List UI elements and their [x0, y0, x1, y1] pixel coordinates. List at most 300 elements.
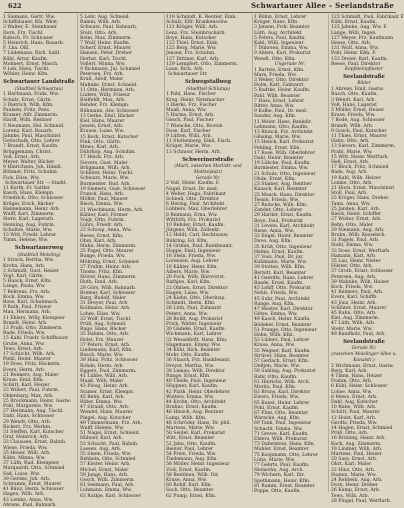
directory-column-4: [254, 15, 326, 495]
directory-entry: Götze, Emma, Ww.: [254, 312, 298, 318]
directory-entry: Schlüter, Ernst, Maurer: [331, 305, 387, 311]
directory-entry: Behn, Otto, Maler: [331, 222, 373, 228]
directory-entry: Reese, Ernst, Kfm.: [80, 233, 124, 239]
directory-entry: 27 Reincke, Wilh. Kfm.: [254, 202, 308, 208]
directory-entry: Jahnke, Paul, Maschinist: [3, 134, 61, 140]
column-divider: [252, 14, 253, 492]
directory-entry: 123 Schmidt, Paul, Fabrikant F.: [331, 15, 404, 20]
directory-entry: Fink, Otto, Gärtn.: [80, 139, 122, 145]
directory-entry: 3 Weber, Otto, Direktor: [254, 78, 309, 84]
directory-entry: Koch, Frieda, Ww.: [331, 284, 374, 290]
directory-entry: Voß, Ernst, Arb.: [3, 154, 41, 160]
directory-entry: Paulsen, Fritz, Pens.: [3, 108, 51, 114]
directory-entry: 12 Heldt, Carl, Rechtsanw.: [166, 233, 229, 239]
column-divider: [164, 14, 165, 492]
directory-entry: Hannemann, Heinr. Arb.: [3, 206, 60, 212]
directory-entry: Bade, Aug. Arb.: [331, 170, 368, 176]
directory-entry: 23 Stamer, Aug. Rentner: [254, 182, 312, 188]
directory-entry: 7 Rode, Aug. Schlosser: [331, 118, 385, 124]
directory-entry: 11 Ehlers, Willy, Klempner: [3, 315, 66, 321]
section-note: Moltkeplatz): [193, 169, 223, 175]
directory-entry: Schmidt, Herm. Kfm.: [166, 301, 216, 307]
directory-entry: Lassen, Aug. Arb.: [80, 446, 122, 452]
directory-entry: 3 Walter, E. Steinhauer: [3, 25, 58, 31]
directory-entry: 16 Brüning, Heinr. Arb.: [331, 436, 386, 442]
directory-entry: 57 Köster, Heinr. Arb.: [80, 462, 131, 468]
directory-entry: Saß, Luise, Ww.: [3, 471, 40, 477]
directory-entry: 49 Kasch, Heinr. Kaufm.: [254, 317, 311, 323]
directory-entry: 37 Voss, Paul, Dr. jur.: [254, 254, 304, 260]
directory-entry: 9 Leh, Hans, Tischl.: [3, 67, 50, 73]
directory-entry: Holm, Karl, Zahnarzt: [254, 83, 304, 89]
directory-entry: 37 Peters, Ernst, Arb.: [80, 342, 131, 348]
directory-entry: Marquardt, Otto, Schmied: [3, 466, 65, 472]
directory-entry: Stolz, Otto, Arb.: [80, 30, 118, 36]
directory-entry: 127 Dittmer, Karl, Arb.: [166, 56, 220, 62]
directory-entry: Kruse, Anna, Ww.: [254, 343, 296, 349]
directory-entry: 13 Prahl, Otto, Zimmerm.: [3, 325, 63, 331]
directory-entry: Brüggemann, Christ.: [3, 149, 52, 155]
directory-entry: Jessen, Ernst, Arb.: [80, 124, 124, 130]
column-divider: [77, 14, 78, 492]
cross-reference: Schwartauer Str. → Stadtt.: [5, 180, 68, 186]
directory-entry: 28 Boldt, Aug. Prokurist: [166, 316, 223, 322]
directory-entry: Glüsing, Marie, Ww.: [254, 135, 302, 141]
directory-entry: 125 Berg, Marie, Ww.: [166, 46, 217, 52]
directory-entry: Prahl, Marie, Ww.: [331, 149, 373, 155]
directory-entry: Fehling, Ernst, Kfm.: [254, 145, 301, 151]
directory-entry: 7 Lüdemann, Rich. Sattl.: [3, 51, 61, 57]
directory-entry: Ohrt, Karl, Maler: [331, 462, 372, 468]
section-note: Gerade Nr.: [351, 346, 377, 352]
directory-entry: Meyer, Walter, Bäcker: [3, 160, 55, 166]
directory-entry: Hagemann, Emmy, Ww.: [166, 342, 221, 348]
directory-entry: Pahl, Wilh. Beamter: [254, 93, 301, 99]
street-heading: Schwegstallweg: [184, 79, 232, 86]
directory-entry: Tews, Wilh. Arb.: [331, 493, 370, 499]
directory-entry: 35 Dahms, Otto, Arb.: [80, 332, 130, 338]
directory-entry: Scherf, Ernst, Maurer: [80, 46, 132, 52]
directory-entry: Schiffsbauer, Kfz. Wkst.: [3, 20, 59, 26]
directory-entry: Mahn, Herm. Zimmerm.: [80, 243, 137, 249]
directory-entry: Laue, Rich. Arb.: [166, 67, 204, 73]
directory-entry: Bruhn, Wilh. Kesselsch.: [331, 232, 387, 238]
directory-entry: 9 Kolbe, Paul, Dr. med.: [254, 109, 308, 115]
street-heading: Seelandstraße: [343, 338, 385, 345]
section-note: Gerade Nr.: [195, 175, 221, 181]
directory-entry: 55 Wegner, Karl, Kaufm.: [254, 348, 312, 354]
directory-entry: Heinsohn, Aug. Arch.: [254, 468, 304, 474]
directory-entry: 7 Hass, Ernst, Lehrer: [254, 98, 305, 104]
directory-entry: Burmeister, Rud. Arb.: [80, 181, 131, 187]
directory-entry: 31 Steffen, Karl, Kutscher: [3, 430, 64, 435]
directory-entry: Kasch, Hans, Klempn.: [3, 191, 55, 197]
directory-entry: 31 Levien, Karl, Architekt: [254, 223, 315, 229]
directory-entry: 23 Schoop, Anna, Ww.: [80, 228, 132, 234]
directory-entry: 43 Lemke, Anna, Ww.: [3, 497, 54, 503]
directory-entry: Lange, Paula, Ww.: [3, 284, 46, 290]
directory-entry: Gosch, Paul, Fischer: [166, 118, 214, 124]
directory-entry: Rickert, Frz. Werkm.: [3, 424, 52, 430]
directory-entry: 129 Lempfert, Otto, Zimmerm.: [166, 61, 238, 67]
directory-entry: Mahnke, Ernst, Schneid.: [80, 82, 138, 88]
directory-column-3: [166, 15, 250, 499]
directory-entry: 8 Reimann, Erna, Ww.: [166, 212, 218, 218]
directory-entry: Timm, Helene, Ww.: [3, 238, 49, 244]
directory-entry: 5 Lehr, Aug. Schneid.: [80, 15, 131, 20]
directory-entry: 5 Heinrich, Hans, Bauarb.: [3, 41, 65, 47]
directory-entry: Bolm, Max, Zimmerm.: [80, 35, 132, 41]
directory-entry: Hübner, Karl, Arb.: [80, 436, 123, 442]
directory-entry: Mohr, Otto, Kaufm.: [166, 353, 211, 359]
directory-entry: Kramer, Alfr. Zimmerm.: [3, 113, 59, 119]
directory-entry: 14 Hagen, Ernst, Schmied: [331, 425, 393, 431]
directory-entry: 21 Schulz, Otto, Ingenieur: [254, 171, 316, 177]
section-note: (Stadtteil Moisling): [17, 252, 61, 258]
directory-entry: Henning, Aug. Fuhrm.: [3, 222, 56, 228]
directory-entry: 1 Siemann, Gertr. Ww.: [3, 15, 56, 20]
directory-entry: Evers, Herm. Arb.: [3, 367, 46, 373]
directory-entry: Hoppe, Emil, Ingenieur: [166, 249, 221, 255]
directory-entry: Albers, Marie, Ww.: [166, 269, 211, 275]
directory-entry: Dreyer, Martha, Ww.: [166, 363, 215, 369]
directory-entry: Kühl, Artur, Kaufm.: [3, 56, 49, 62]
directory-entry: Runge, Ernst, Kfm.: [166, 373, 211, 379]
directory-column-1: [3, 15, 75, 508]
directory-entry: Schwarz, Marie, Ww.: [80, 176, 130, 182]
directory-entry: Kühl, Ernst, Kaufm.: [331, 20, 377, 26]
directory-entry: Dahl, Aug. Kutscher: [331, 399, 378, 405]
directory-entry: Lohse, Elise, Ww.: [80, 311, 121, 317]
directory-entry: Dose, Karl, Fischer: [166, 128, 211, 134]
directory-entry: 15 Bock, Ernst, Kutscher: [80, 134, 139, 140]
directory-entry: Kuhlmann, Marie, Ww.: [254, 260, 307, 266]
directory-entry: 39 Stolten, Wilh. Kfm.: [254, 265, 306, 271]
directory-entry: Peters, Anna, Ww.: [166, 311, 209, 317]
directory-entry: Rehbein, Otto, Schmied: [80, 457, 136, 463]
directory-entry: Oeltjen, Marie, Ww.: [254, 364, 301, 370]
directory-entry: Mohnert, Ernst, Masch.: [3, 61, 59, 67]
directory-entry: 29 Görs, Wilh. Bahnarb.: [80, 285, 137, 291]
directory-entry: Hagen, Wilh. Arb.: [3, 492, 45, 498]
directory-entry: Boye, Paul, Prokurist: [254, 218, 304, 224]
directory-entry: Sach, Otto, Beamter: [166, 488, 214, 494]
directory-entry: Höhn, Wilh. Kfm.: [254, 332, 295, 338]
section-note: (Stadtteil Schlutup): [186, 86, 230, 92]
directory-entry: Dahl, Heinr. Beamter: [254, 156, 304, 162]
directory-entry: 46 Hinsch, Aug. Rentner: [166, 410, 224, 416]
directory-entry: 48 Schröder, Hans, Dr. phil.: [166, 420, 231, 426]
directory-entry: 39 Mahnke, Wilh. Heizer: [331, 279, 390, 285]
directory-entry: Tiedemann, Aug. Kfm.: [166, 457, 218, 463]
directory-entry: 22 Hinz, Otto, Arb.: [331, 467, 376, 473]
directory-entry: Oldenburg, Max, Arb.: [3, 393, 54, 399]
directory-entry: Lohmann, Emma, Ww.: [80, 488, 132, 494]
directory-entry: 123 Thiel, Ernst, Eink.: [166, 41, 219, 47]
directory-entry: Stamer, Ernst, Klempn.: [80, 389, 135, 395]
directory-entry: Holst, Frz. Maurer: [80, 337, 124, 343]
directory-entry: 27 Heitmann, Aug. Tischl.: [3, 409, 64, 415]
directory-entry: 77 Gehrts, Paul, Kaufm.: [254, 463, 310, 469]
directory-entry: 61 Hinrichs, Wilh. Arch.: [254, 379, 311, 385]
directory-entry: Reese, Paul, Direktor: [331, 61, 381, 67]
directory-entry: 41 Bünz, Herm. Schlosser: [3, 487, 64, 493]
directory-entry: 43 Jöns, Heinr. Arb.: [331, 300, 377, 306]
directory-entry: 35 Krüß, Otto, Ingenieur: [254, 244, 312, 250]
directory-entry: 63 Rathje, Karl, Schlosser: [80, 493, 141, 499]
directory-entry: Helms, Ernst, Kaufm.: [254, 249, 305, 255]
directory-entry: Lorenz, Karl, Bauarb.: [3, 128, 54, 134]
directory-entry: 21 Reimers, Aug. Maler: [3, 372, 59, 378]
directory-entry: 17 Rose, Wilh. Oberlehrer: [254, 150, 315, 156]
directory-entry: 51 Prange, Otto, Ingenieur: [254, 327, 317, 333]
directory-entry: Kruse, Emil, Kfm.: [3, 377, 45, 383]
directory-entry: 9 Lütten, Willi, Arb.: [166, 134, 213, 140]
directory-entry: 26 Kamp, Ernst, Arb.: [331, 488, 381, 494]
directory-entry: Krohn, Hans, Arb.: [3, 263, 46, 269]
directory-entry: 71 Grewe, Karl, Kaufm.: [254, 431, 309, 437]
directory-entry: Grube, Anna, Ww.: [3, 341, 45, 347]
directory-entry: 62 Pump, Ernst, Kfm.: [166, 493, 217, 499]
directory-entry: Huth, Emil, Arb.: [80, 280, 119, 286]
directory-entry: Burmester, Emma, Ww.: [254, 166, 309, 172]
directory-entry: 25 Janßen, Karl, Arb.: [331, 206, 381, 212]
directory-entry: 11 Thies, Ernst, Maurer: [331, 134, 387, 140]
directory-entry: Martens, Paul, Heizer: [331, 452, 382, 457]
directory-entry: 3 Dietrich, Wilh. Kfm.: [3, 102, 54, 108]
directory-entry: Wendel, Hans, Maurer: [80, 410, 133, 416]
directory-entry: Riese, Anna, Ww.: [254, 228, 295, 234]
directory-entry: Schramm, Ernst, Maurer: [3, 482, 62, 488]
directory-entry: 7 Wulf, Heinr. Kaufm.: [80, 41, 131, 47]
directory-entry: 37 Groth, Ernst, Schlosser: [331, 269, 393, 275]
directory-entry: 11 Stoltenberg, Emil, Fisch.: [166, 139, 232, 145]
directory-entry: 44 Krohn, Otto, Architekt: [166, 399, 226, 405]
directory-entry: Kruse, Frieda, Ww.: [331, 113, 376, 119]
directory-entry: 34 Kühl, Rich. Beamter: [166, 347, 221, 353]
directory-entry: Böhmer, Fritz, Schuhm.: [3, 170, 59, 176]
directory-entry: 49 Bandholz, Paul, Arb.: [331, 331, 386, 337]
directory-entry: 10 Rabe, Wilh. Arb.: [331, 405, 377, 411]
directory-entry: Stehr, Marie, Ww.: [331, 326, 373, 332]
directory-entry: Voß, Hans, Lagerist: [331, 102, 377, 108]
directory-entry: Rehder, Frz. Klempn.: [80, 103, 130, 109]
directory-entry: Wendt, Otto, Kfm.: [254, 56, 296, 62]
directory-entry: 9 Rath, Paul, Friseur: [3, 305, 52, 311]
directory-entry: Evers, Karl, Schiffb.: [331, 295, 378, 301]
directory-entry: 57 Gerlach, Ernst, Kfm.: [254, 359, 310, 364]
directory-entry: Lübbers, Max, Oberlehrer: [166, 207, 227, 213]
directory-entry: 31 Dreyer, Paul, Arb.: [80, 301, 129, 307]
directory-entry: Möller, Paul, Maurer: [80, 197, 129, 203]
directory-entry: 9 Rickmann, Jul. Schmied: [80, 67, 140, 73]
directory-entry: 67 Flint, Otto, Beamter: [254, 411, 309, 417]
directory-entry: Martens, Marie, Ww.: [166, 425, 215, 431]
directory-entry: 73 Dabelstein, Hans, Kfm.: [254, 442, 316, 448]
directory-entry: 11 Otte, Hermann, Arb.: [80, 87, 136, 93]
directory-entry: Rohde, Herm. Arb.: [80, 363, 124, 369]
directory-entry: Frahm, Otto, Arb.: [331, 379, 373, 385]
directory-entry: Tessin, Frieda, Ww.: [254, 197, 300, 203]
directory-entry: 119 Schmidt, K. Rentier, Eink.: [166, 15, 237, 20]
directory-entry: Ramm, Wilh. Arb.: [80, 20, 122, 26]
directory-entry: Möhring, Ernst, Schmied: [80, 259, 139, 265]
directory-entry: Kubsch, Fr. Schlosser: [3, 35, 54, 41]
directory-entry: 7 Dührsen, Emma, Ww.: [254, 46, 309, 52]
directory-entry: Marx, Frieda, Ww.: [254, 72, 297, 78]
directory-entry: Tams, Anna, Ww.: [331, 201, 371, 207]
directory-entry: Busch, Otto, Kaufm.: [331, 92, 378, 98]
directory-entry: Lüders, Willy, Friseur: [80, 93, 131, 99]
directory-entry: 23 Kröger, Hans, Dreher: [331, 196, 389, 202]
directory-entry: 47 Lüth, Wilh. Arb.: [331, 321, 376, 327]
directory-entry: 16 Stein, Frieda, Ww.: [166, 254, 217, 260]
directory-entry: 36 Staack, Frz. Bankbeamt.: [166, 358, 231, 364]
directory-entry: 49 Timmermann, Frz. Arb.: [80, 420, 143, 426]
directory-entry: 35 Lau, Heinr. Nieter: [331, 258, 381, 264]
directory-entry: Kruse, Anna, Ww.: [166, 478, 208, 484]
directory-entry: 45 Rahn, Otto, Arb.: [331, 310, 377, 316]
directory-entry: Prüß, Aug. Schneid.: [80, 321, 127, 327]
directory-entry: Brandt, Heinr. Arb.: [3, 320, 48, 326]
directory-entry: 15 Witt, Heinr. Werftarb.: [331, 154, 389, 160]
directory-entry: Spethmann, Heinr. Kfm.: [254, 478, 311, 484]
directory-entry: Ewers, Frieda, Ww.: [254, 395, 300, 401]
directory-entry: 24 Rehbein, Aug. Arb.: [331, 478, 383, 484]
directory-entry: Voigt, Otto, Fuhrm.: [80, 217, 126, 223]
directory-entry: Boye, Hans, Kutscher: [166, 35, 217, 41]
directory-entry: Ahrens, Paul, Bahnarb.: [3, 502, 57, 508]
directory-entry: 63 Bruns, Karl, Direktor: [254, 390, 311, 396]
directory-entry: Vollert, Minna, Ww.: [80, 61, 126, 67]
directory-entry: F. Lba. Olll.: [3, 46, 30, 52]
directory-entry: 19 Siemers, Gust. Schlosser: [80, 186, 146, 192]
directory-entry: 58 Benthien, Wilh. Dir.: [166, 472, 219, 478]
directory-entry: 20 Fock, Wilh. Bürovorst.: [166, 275, 226, 281]
directory-entry: 29 Harder, Ernst, Kaufm.: [254, 213, 313, 219]
directory-entry: 5 Möller, Ernst, Heizer: [331, 108, 385, 114]
directory-entry: Vick, Ernst, Kaufm.: [166, 467, 212, 473]
directory-entry: Wulff, Helene, Ww.: [80, 426, 125, 432]
directory-entry: 33 Wolf, Ernst, Tischl.: [80, 316, 132, 322]
directory-entry: 69 Tank, Paul, Ingenieur: [254, 421, 312, 427]
directory-entry: 5 Haack, Ernst, Kfm.: [3, 279, 52, 285]
directory-entry: 50 Seidel, Karl, Prokurist: [166, 431, 226, 437]
directory-entry: 26 Lüth, Paul, Zahnarzt: [166, 306, 222, 312]
directory-entry: 27 Frahm, Heinr. Arb.: [80, 264, 132, 270]
directory-entry: Lenz, Frz. Steinbrucharb.: [166, 30, 226, 36]
directory-entry: Bahr, Otto, Kaufm.: [254, 374, 298, 380]
directory-entry: 20 Sass, Ernst, Arb.: [331, 457, 378, 463]
directory-entry: Krüger, Erich, Bäcker: [3, 201, 54, 207]
directory-entry: Schulz, Elfr. Krankenschw.: [166, 20, 229, 26]
directory-column-2: [80, 15, 162, 499]
directory-entry: Krog, Heinr. Netzmacher: [166, 97, 225, 103]
directory-entry: 39 Hinz, Fritz, Schlosser: [80, 358, 138, 364]
directory-entry: 133 Dreier, Karl, Kaufm.: [331, 56, 389, 62]
directory-entry: Kiel, Aug. Zimmerm.: [331, 316, 380, 322]
directory-entry: Frick, Walter, Ingenieur: [166, 321, 222, 327]
directory-entry: 15 Kahl, Friedr. Schiffbauer: [3, 336, 68, 342]
directory-entry: 33 Dose, Ernst, Werftarb.: [331, 248, 391, 254]
directory-entry: Rose, Karl, Schuhmach.: [3, 299, 59, 305]
directory-entry: Nehls, Frieda, Ww.: [254, 291, 299, 297]
directory-entry: Stahl, Emma, Ww.: [331, 243, 374, 249]
directory-entry: 53 Lüders, Paul, Lehrer: [254, 338, 310, 344]
directory-entry: Stöver, Hans, Zimmerm.: [80, 275, 137, 281]
directory-entry: Witt, Ernst, Beamter: [166, 436, 215, 442]
directory-entry: 28 Pingel, Paul, Werftarb.: [331, 498, 391, 504]
directory-entry: Jürgens, Wilh. Zollsekr.: [166, 228, 221, 234]
directory-entry: 56 Möller, Heinr. Ingenieur: [166, 462, 230, 468]
directory-entry: Lehmann, Otto, Kaufm.: [254, 124, 309, 130]
directory-entry: Kock, Aug. Zimmerm.: [331, 441, 382, 447]
directory-entry: Heß, Ernst, Arb.: [331, 160, 370, 166]
directory-entry: Schultze, Marie, Ww.: [3, 227, 53, 233]
directory-column-5: [331, 15, 404, 504]
directory-entry: 47 Mester, Karl, Direktor: [254, 306, 313, 312]
directory-entry: Zander, Otto, Lehrer: [254, 208, 303, 214]
directory-entry: 4 Timm, Hans, Heizer: [331, 373, 383, 379]
directory-entry: Pingel, Aug. Kutscher: [80, 415, 131, 421]
directory-entry: 75 Koopmann, Otto, Lehrer: [254, 452, 319, 458]
directory-entry: Range, Aug. Kfm.: [254, 301, 295, 307]
directory-entry: Brandt, Wilh. Arb.: [331, 123, 374, 129]
directory-entry: Lüth, Aug. Architekt: [254, 30, 302, 36]
directory-entry: 12 Holst, Karl, Arb.: [331, 415, 377, 421]
directory-entry: Dahl, Hans, Schlosser: [3, 414, 55, 420]
directory-entry: 3 Schmidt, Gust. Heizer: [3, 268, 59, 274]
section-note: Kopfsteinpflaster: [344, 67, 384, 73]
directory-entry: Ohm, Karl, Arb.: [80, 238, 117, 244]
section-note: (Marli, zwischen Marlistr. und: [174, 164, 242, 170]
directory-entry: Bernitt, Karl, Beamter: [254, 270, 307, 276]
directory-entry: 127 Meyer, Frz. Kaufmann: [331, 35, 394, 41]
directory-entry: Kahl, Willi, Ingenieur: [254, 41, 304, 47]
directory-entry: 81 Ramm, Ernst, Beamter: [254, 483, 315, 489]
directory-entry: 41 Reimers, Paul, Arb.: [331, 290, 384, 296]
directory-entry: Busch, Marie, Ww.: [80, 353, 124, 359]
directory-entry: Barg, Rudolf, Maler: [80, 295, 127, 301]
directory-entry: Hardt, Wilh. Rentner: [3, 118, 52, 124]
directory-entry: Michel, Ernst, Maler: [80, 467, 129, 473]
directory-entry: 53 Schacht, Paul, Bahnb.: [80, 441, 139, 447]
directory-entry: Ruge, Hans, Bäcker: [80, 327, 127, 333]
directory-entry: 3 Jensen, Frdr. Beamter: [254, 25, 310, 31]
directory-entry: 7 Behrens, Frz. Arb.: [3, 289, 51, 295]
directory-entry: Schlüter, Heinr. Tischl.: [80, 171, 134, 177]
directory-entry: 11 Meier, Hans, Bankdir.: [254, 119, 312, 125]
directory-entry: 13 Blunck, Frz. Architekt: [254, 130, 313, 136]
directory-entry: Piehl, Heinr. Maurer: [3, 357, 51, 363]
directory-entry: 3 Wendt, Karl, Arb.: [331, 97, 376, 103]
directory-entry: Jensen, Frz. Schuhm.: [166, 51, 216, 57]
directory-entry: 17 Schlicht, Wilh. Arb.: [3, 351, 56, 357]
directory-entry: Ritter, Anna, Ww.: [254, 104, 295, 110]
directory-entry: Knaack, Karl, Beamter: [254, 187, 307, 193]
directory-entry: Rathjen, Karl, Kfm.: [166, 280, 211, 286]
directory-entry: Schütt, Karl, Heizer: [3, 383, 50, 389]
directory-entry: 47 Strauß, Otto, Arb.: [80, 405, 130, 411]
street-heading: Schwartauerweg: [14, 245, 64, 252]
directory-entry: Poppe, Otto, Kaufm.: [254, 489, 301, 495]
directory-entry: Berg, Karl, Arb.: [331, 368, 368, 374]
directory-entry: Rühmann, Alw. Schlosser: [80, 108, 139, 114]
directory-entry: Pohl, Heinr. Kfm. F.: [331, 51, 377, 57]
directory-entry: Rüter, Emma, Ww.: [80, 400, 123, 406]
directory-entry: 9 Gosch, Paul, Kutscher: [331, 128, 387, 134]
directory-entry: Kühn, Minna, Ww.: [3, 456, 46, 462]
